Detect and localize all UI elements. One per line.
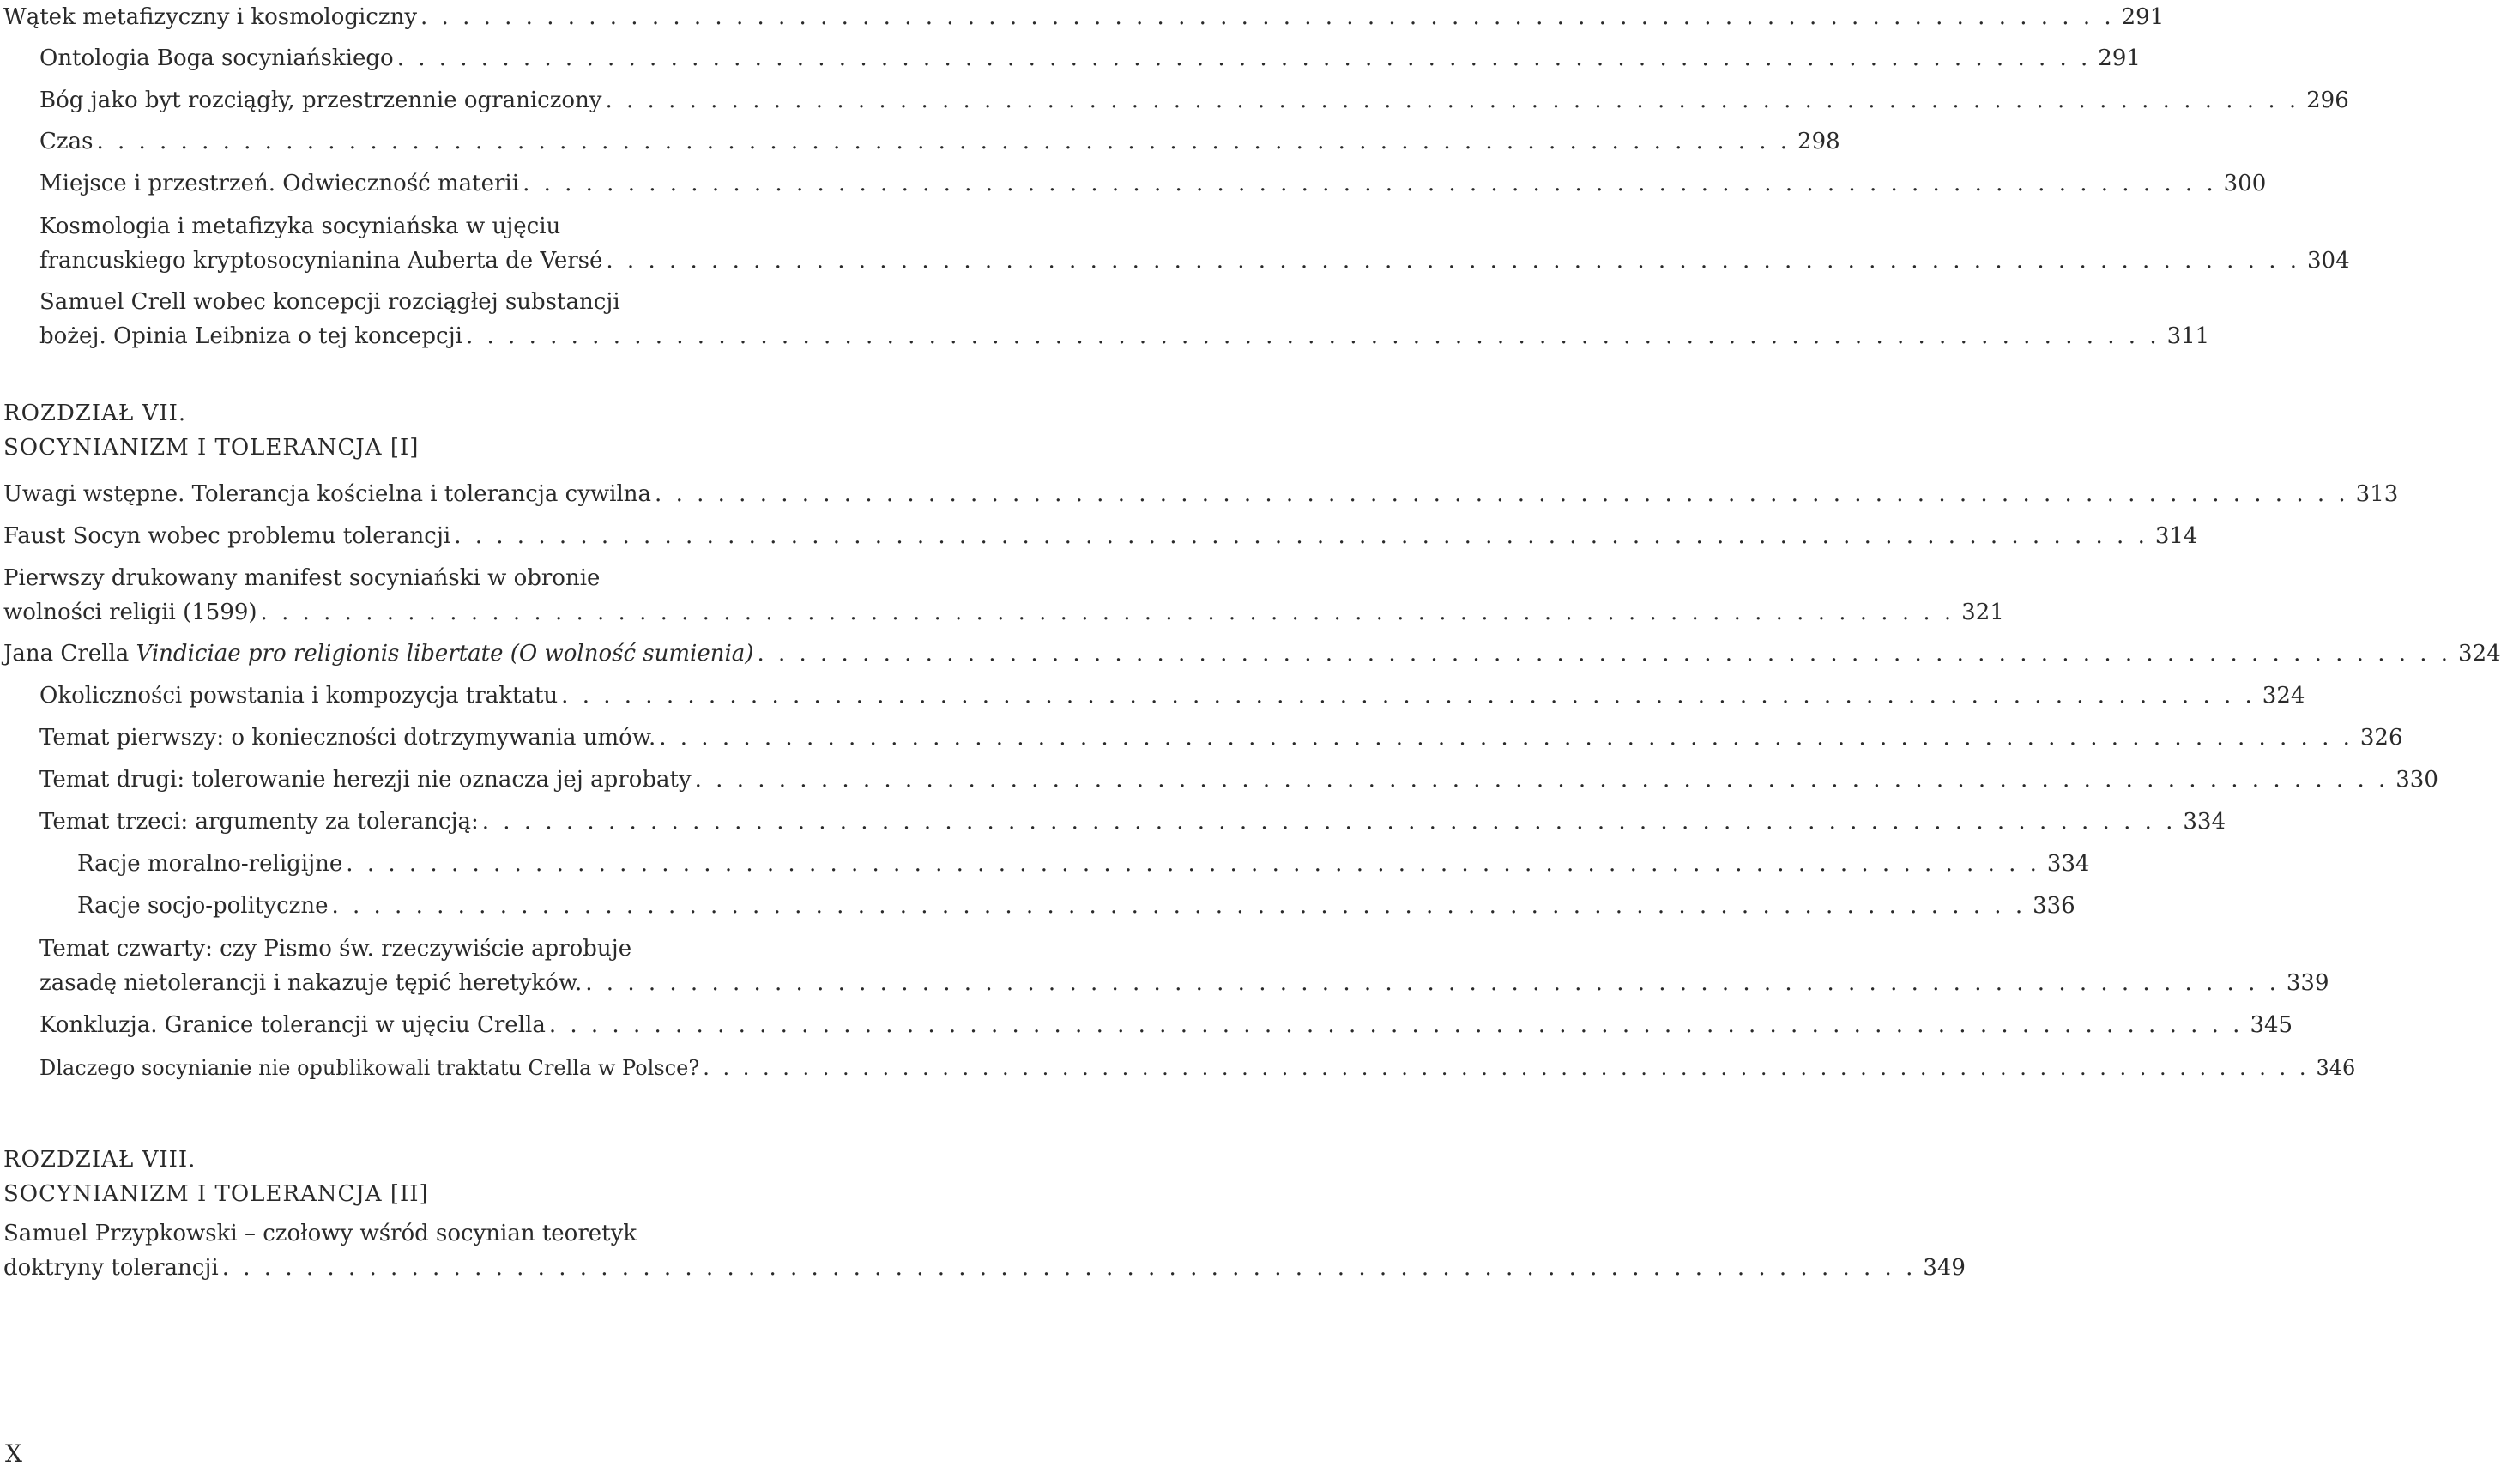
- toc-entry-title: Bóg jako byt rozciągły, przestrzennie ograniczony: [39, 87, 602, 113]
- toc-entry-title: bożej. Opinia Leibniza o tej koncepcji: [39, 323, 462, 349]
- toc-entry: [77, 889, 2075, 923]
- toc-entry-page: 339: [2286, 970, 2329, 996]
- toc-entry-page: 346: [2316, 1056, 2356, 1080]
- toc-entry-title: Racje socjo-polityczne: [77, 893, 329, 919]
- toc-entry-title: Faust Socyn wobec problemu tolerancji: [3, 523, 451, 549]
- toc-entry-title: Czas: [39, 129, 94, 154]
- dot-leader: . . . . . . . . . . . . . . . . . . . . . . . . . . . . . . . . . . . . . . . . . . . . . . . . . . . . . . . . . . . . . . . . . . . . . . . . . . . . . . . . .: [757, 641, 2452, 667]
- toc-entry: [39, 679, 2305, 713]
- toc-entry-page: 336: [2033, 893, 2075, 919]
- toc-entry: [39, 932, 2329, 1000]
- dot-leader: . . . . . . . . . . . . . . . . . . . . . . . . . . . . . . . . . . . . . . . . . . . . . . . . . . . . . . . . . . . . . . . . . . . . . . . . . . . . . . . . .: [655, 481, 2349, 507]
- toc-entry-title: Miejsce i przestrzeń. Odwieczność materii: [39, 171, 520, 196]
- dot-leader: . . . . . . . . . . . . . . . . . . . . . . . . . . . . . . . . . . . . . . . . . . . . . . . . . . . . . . . . . . . . . . . . . . . . . . . . . . . . . . . . .: [346, 851, 2040, 877]
- chapter-title: SOCYNIANIZM I TOLERANCJA [I]: [3, 435, 420, 461]
- toc-entry: [3, 0, 2165, 34]
- toc-entry-title: [3, 636, 753, 671]
- toc-entry-title-line: Temat czwarty: czy Pismo św. rzeczywiście aprobuje: [39, 936, 632, 962]
- toc-entry-page: 324: [2262, 683, 2305, 709]
- toc-entry: [39, 83, 2349, 118]
- toc-entry-title-prefix: Jana Crella: [3, 641, 136, 667]
- dot-leader: . . . . . . . . . . . . . . . . . . . . . . . . . . . . . . . . . . . . . . . . . . . . . . . . . . . . . . . . . . . . . . . . . . . . . . . . . . . . . . . . .: [523, 171, 2217, 196]
- toc-entry: [39, 763, 2438, 797]
- toc-entry: [39, 721, 2403, 755]
- toc-entry-title-line: Samuel Crell wobec koncepcji rozciągłej substancji: [39, 289, 620, 315]
- toc-entry: [39, 285, 2210, 353]
- toc-entry-page: 291: [2121, 4, 2165, 30]
- toc-entry-title: Wątek metafizyczny i kosmologiczny: [3, 4, 418, 30]
- toc-entry: [39, 1051, 2356, 1085]
- toc-entry-title: wolności religii (1599): [3, 600, 257, 625]
- toc-entry-page: 324: [2458, 641, 2501, 667]
- toc-entry-page: 304: [2307, 248, 2350, 274]
- toc-entry-title: Dlaczego socynianie nie opublikowali traktatu Crella w Polsce?: [39, 1056, 700, 1080]
- toc-entry-page: 298: [1797, 129, 1840, 154]
- toc-entry: [39, 209, 2350, 278]
- toc-entry: [39, 41, 2141, 75]
- toc-entry-title: Temat pierwszy: o konieczności dotrzymywania umów.: [39, 725, 656, 751]
- toc-entry: [3, 519, 2198, 553]
- toc-entry: [3, 1216, 1966, 1285]
- chapter-label: ROZDZIAŁ VIII.: [3, 1147, 196, 1173]
- toc-entry-page: 345: [2250, 1012, 2293, 1038]
- toc-entry-title: Temat trzeci: argumenty za tolerancją:: [39, 809, 479, 835]
- toc-entry-page: 321: [1961, 600, 2004, 625]
- toc-entry-title: doktryny tolerancji: [3, 1255, 219, 1281]
- dot-leader: . . . . . . . . . . . . . . . . . . . . . . . . . . . . . . . . . . . . . . . . . . . . . . . . . . . . . . . . . . . . . . . . . . . . . . . . . . . . . . . . .: [659, 725, 2353, 751]
- toc-entry: [3, 477, 2399, 511]
- toc-entry: [39, 805, 2226, 839]
- dot-leader: . . . . . . . . . . . . . . . . . . . . . . . . . . . . . . . . . . . . . . . . . . . . . . . . . . . . . . . . . . . . . . . . . . . . . . . . . . . . . . . . .: [703, 1056, 2310, 1080]
- dot-leader: . . . . . . . . . . . . . . . . . . . . . . . . . . . . . . . . . . . . . . . . . . . . . . . . . . . . . . . . . . . . . . . . . . . . . . . . . . . . . . . . .: [606, 248, 2300, 274]
- dot-leader: . . . . . . . . . . . . . . . . . . . . . . . . . . . . . . . . . . . . . . . . . . . . . . . . . . . . . . . . . . . . . . . . . . . . . . . . . . . . . . . . .: [481, 809, 2177, 835]
- toc-entry: [77, 847, 2090, 881]
- dot-leader: . . . . . . . . . . . . . . . . . . . . . . . . . . . . . . . . . . . . . . . . . . . . . . . . . . . . . . . . . . . . . . . . . . . . . . . . . . . . . . . . .: [331, 893, 2027, 919]
- dot-leader: . . . . . . . . . . . . . . . . . . . . . . . . . . . . . . . . . . . . . . . . . . . . . . . . . . . . . . . . . . . . . . . . . . . . . . . . . . . . . . . . .: [396, 45, 2092, 71]
- toc-entry-title: Uwagi wstępne. Tolerancja kościelna i tolerancja cywilna: [3, 481, 652, 507]
- chapter-title: SOCYNIANIZM I TOLERANCJA [II]: [3, 1181, 429, 1207]
- dot-leader: . . . . . . . . . . . . . . . . . . . . . . . . . . . . . . . . . . . . . . . . . . . . . . . . . . . . . . . . . . . . . . . . . . . . . . . . . . . . . . . . .: [420, 4, 2115, 30]
- dot-leader: . . . . . . . . . . . . . . . . . . . . . . . . . . . . . . . . . . . . . . . . . . . . . . . . . . . . . . . . . . . . . . . . . . . . . . . . . . . . . . . . .: [260, 600, 1955, 625]
- toc-entry: [3, 561, 2004, 630]
- toc-entry-title-line: Kosmologia i metafizyka socyniańska w ujęciu: [39, 214, 561, 239]
- dot-leader: . . . . . . . . . . . . . . . . . . . . . . . . . . . . . . . . . . . . . . . . . . . . . . . . . . . . . . . . . . . . . . . . . . . . . . . . . . . . . . . . .: [605, 87, 2300, 113]
- toc-entry-page: 296: [2306, 87, 2349, 113]
- toc-entry-page: 311: [2166, 323, 2210, 349]
- dot-leader: . . . . . . . . . . . . . . . . . . . . . . . . . . . . . . . . . . . . . . . . . . . . . . . . . . . . . . . . . . . . . . . . . . . . . . . . . . . . . . . . .: [96, 129, 1791, 154]
- toc-entry-page: 334: [2183, 809, 2226, 835]
- toc-entry-page: 291: [2098, 45, 2141, 71]
- toc-entry-title: Racje moralno-religijne: [77, 851, 343, 877]
- toc-entry-title: Konkluzja. Granice tolerancji w ujęciu Crella: [39, 1012, 546, 1038]
- toc-entry: [39, 166, 2267, 201]
- toc-entry-page: 313: [2355, 481, 2399, 507]
- toc-entry-title-italic: Vindiciae pro religionis libertate (O wolność sumienia): [136, 641, 754, 667]
- chapter-label: ROZDZIAŁ VII.: [3, 401, 187, 426]
- toc-entry: [3, 636, 2501, 671]
- toc-entry-title: Ontologia Boga socyniańskiego: [39, 45, 394, 71]
- toc-entry: [39, 1008, 2293, 1042]
- toc-entry-page: 330: [2395, 767, 2438, 793]
- toc-entry-title: Temat drugi: tolerowanie herezji nie oznacza jej aprobaty: [39, 767, 692, 793]
- toc-entry: [39, 124, 1840, 159]
- dot-leader: . . . . . . . . . . . . . . . . . . . . . . . . . . . . . . . . . . . . . . . . . . . . . . . . . . . . . . . . . . . . . . . . . . . . . . . . . . . . . . . . .: [454, 523, 2148, 549]
- page-number: X: [5, 1439, 22, 1468]
- toc-entry-title: Okoliczności powstania i kompozycja traktatu: [39, 683, 559, 709]
- toc-entry-title-line: Pierwszy drukowany manifest socyniański w obronie: [3, 565, 601, 591]
- dot-leader: . . . . . . . . . . . . . . . . . . . . . . . . . . . . . . . . . . . . . . . . . . . . . . . . . . . . . . . . . . . . . . . . . . . . . . . . . . . . . . . . .: [221, 1255, 1917, 1281]
- toc-entry-page: 314: [2154, 523, 2198, 549]
- toc-entry-title: zasadę nietolerancji i nakazuje tępić heretyków.: [39, 970, 583, 996]
- dot-leader: . . . . . . . . . . . . . . . . . . . . . . . . . . . . . . . . . . . . . . . . . . . . . . . . . . . . . . . . . . . . . . . . . . . . . . . . . . . . . . . . .: [548, 1012, 2244, 1038]
- dot-leader: . . . . . . . . . . . . . . . . . . . . . . . . . . . . . . . . . . . . . . . . . . . . . . . . . . . . . . . . . . . . . . . . . . . . . . . . . . . . . . . . .: [561, 683, 2256, 709]
- toc-entry-page: 334: [2046, 851, 2090, 877]
- toc-entry-title: francuskiego kryptosocynianina Auberta de Versé: [39, 248, 603, 274]
- toc-entry-page: 349: [1923, 1255, 1966, 1281]
- toc-entry-page: 300: [2223, 171, 2267, 196]
- toc-entry-title-line: Samuel Przypkowski – czołowy wśród socynian teoretyk: [3, 1221, 637, 1246]
- dot-leader: . . . . . . . . . . . . . . . . . . . . . . . . . . . . . . . . . . . . . . . . . . . . . . . . . . . . . . . . . . . . . . . . . . . . . . . . . . . . . . . . .: [585, 970, 2280, 996]
- dot-leader: . . . . . . . . . . . . . . . . . . . . . . . . . . . . . . . . . . . . . . . . . . . . . . . . . . . . . . . . . . . . . . . . . . . . . . . . . . . . . . . . .: [465, 323, 2160, 349]
- toc-entry-page: 326: [2359, 725, 2403, 751]
- dot-leader: . . . . . . . . . . . . . . . . . . . . . . . . . . . . . . . . . . . . . . . . . . . . . . . . . . . . . . . . . . . . . . . . . . . . . . . . . . . . . . . . .: [694, 767, 2389, 793]
